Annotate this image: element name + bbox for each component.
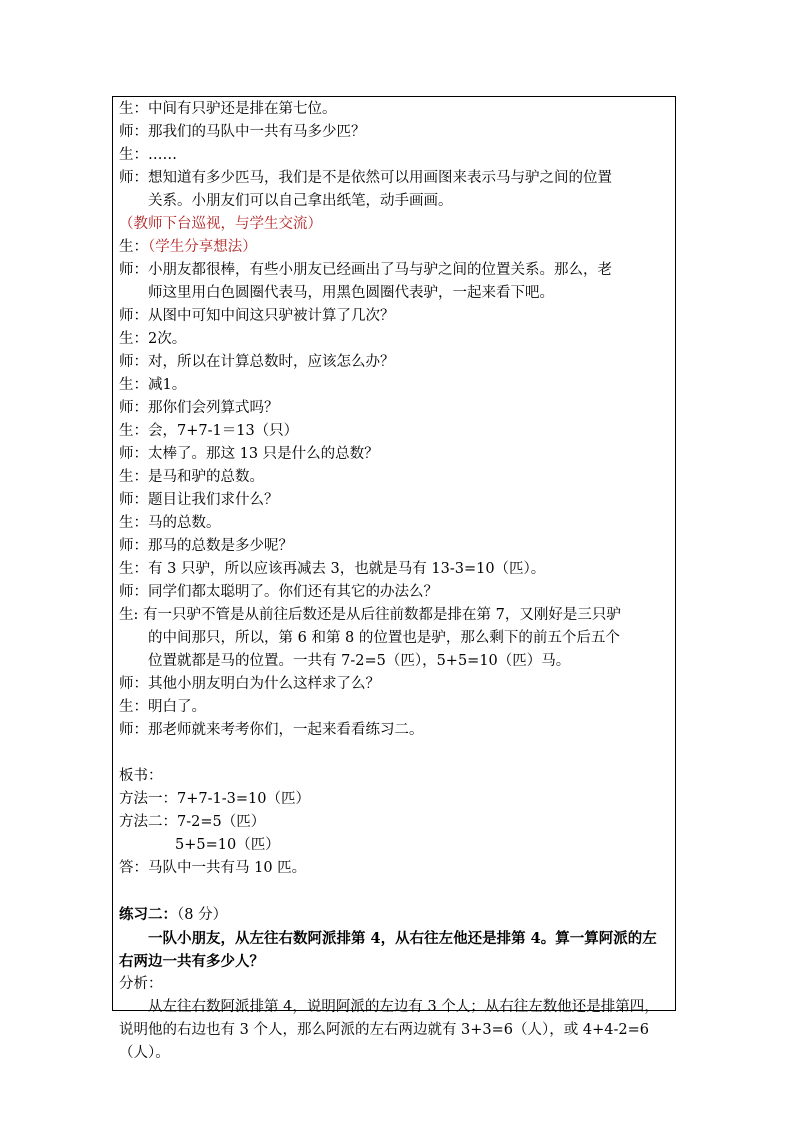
dialogue-line: 师：其他小朋友明白为什么这样求了么？ <box>119 676 380 692</box>
board-method-2: 方法二：7-2=5（匹） <box>119 814 266 830</box>
lesson-content <box>119 98 671 1065</box>
dialogue-line: 师：题目让我们求什么？ <box>119 492 279 508</box>
dialogue-line <box>119 236 671 259</box>
exercise-points: （8 分） <box>177 907 228 923</box>
dialogue-line: 师：那我们的马队中一共有马多少匹？ <box>119 124 366 140</box>
dialogue-line: 师这里用白色圆圈代表马，用黑色圆圈代表驴，一起来看下吧。 <box>148 285 554 301</box>
dialogue-line: 师：小朋友都很棒，有些小朋友已经画出了马与驴之间的位置关系。那么，老 <box>119 262 612 278</box>
dialogue-text: （学生分享想法） <box>148 239 257 255</box>
exercise-question: 一队小朋友，从左往右数阿派排第 4，从右往左他还是排第 4。算一算阿派的左右两边一共有多少人？ <box>119 930 657 970</box>
dialogue-line: 的中间那只，所以，第 6 和第 8 的位置也是驴，那么剩下的前五个后五个 <box>148 630 620 646</box>
exercise-heading <box>119 903 671 927</box>
dialogue-line: 位置就都是马的位置。一共有 7-2=5（匹），5+5=10（匹）马。 <box>148 653 571 669</box>
dialogue-line: 生：是马和驴的总数。 <box>119 469 264 485</box>
dialogue-line: 生：会，7+7-1＝13（只） <box>119 423 299 439</box>
dialogue-line: 师：从图中可知中间这只驴被计算了几次？ <box>119 308 395 324</box>
exercise-title: 练习二： <box>119 906 177 923</box>
analysis-text: 从左往右数阿派排第 4，说明阿派的左边有 3 个人；从右往左数他还是排第四，说明他的右边也有 3 个人，那么阿派的左右两边就有 3+3=6（人），或 4+4-2=6（人）。 <box>119 999 659 1061</box>
dialogue-line: 师：想知道有多少匹马，我们是不是依然可以用画图来表示马与驴之间的位置 <box>119 170 612 186</box>
dialogue-section <box>119 98 671 742</box>
dialogue-line: 生：…… <box>119 147 177 163</box>
board-answer: 答：马队中一共有马 10 匹。 <box>119 860 307 876</box>
dialogue-line: 生：马的总数。 <box>119 515 221 531</box>
dialogue-line: 生：有 3 只驴，所以应该再减去 3，也就是马有 13-3=10（匹）。 <box>119 561 546 577</box>
dialogue-line: 师：同学们都太聪明了。你们还有其它的办法么？ <box>119 584 438 600</box>
dialogue-line: 师：对，所以在计算总数时，应该怎么办？ <box>119 354 395 370</box>
board-method-1: 方法一：7+7-1-3=10（匹） <box>119 791 310 807</box>
dialogue-line: 师：那老师就来考考你们，一起来看看练习二。 <box>119 722 424 738</box>
dialogue-line: 师：那马的总数是多少呢？ <box>119 538 293 554</box>
analysis-label: 分析： <box>119 976 163 992</box>
dialogue-line: 生：中间有只驴还是排在第七位。 <box>119 101 337 117</box>
dialogue-line: 生：明白了。 <box>119 699 206 715</box>
dialogue-line: 生：2次。 <box>119 331 187 347</box>
board-method-2-step: 5+5=10（匹） <box>175 837 280 853</box>
dialogue-line: 关系。小朋友们可以自己拿出纸笔，动手画画。 <box>148 193 453 209</box>
speaker-label: 生： <box>119 239 148 255</box>
dialogue-line: 生: 有一只驴不管是从前往后数还是从后往前数都是排在第 7，又刚好是三只驴 <box>119 607 621 623</box>
dialogue-line: 师：太棒了。那这 13 只是什么的总数？ <box>119 446 379 462</box>
board-title: 板书： <box>119 768 163 784</box>
dialogue-line: （教师下台巡视，与学生交流） <box>119 216 322 232</box>
dialogue-line: 生：减1。 <box>119 377 187 393</box>
dialogue-line: 师：那你们会列算式吗？ <box>119 400 279 416</box>
